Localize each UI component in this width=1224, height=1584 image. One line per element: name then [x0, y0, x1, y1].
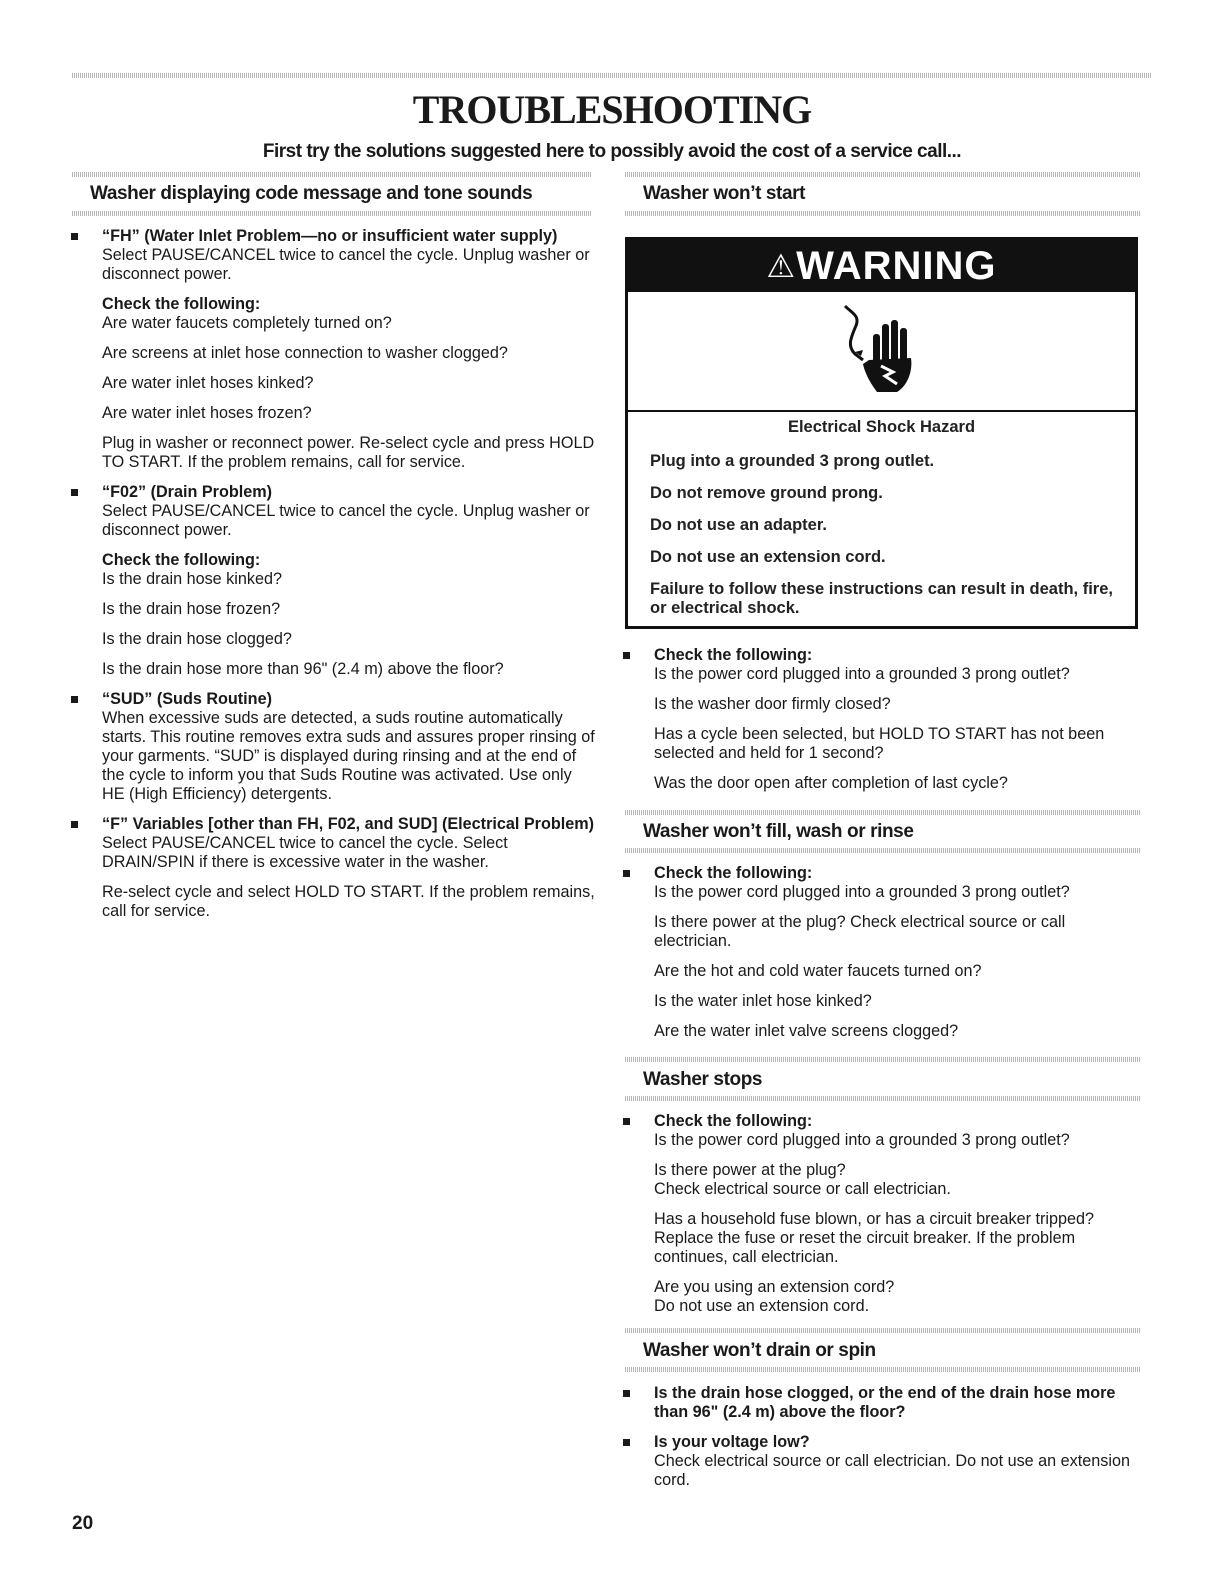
list-item-fh [70, 227, 595, 472]
left-section-heading-wrap [90, 183, 590, 205]
bullet-icon [71, 696, 78, 703]
bullet-icon [623, 652, 630, 659]
wont-fill-check-5: Are the water inlet valve screens clogged? [654, 1022, 959, 1040]
warning-box [625, 237, 1138, 629]
wont-start-check-1: Is the power cord plugged into a grounded 3 prong outlet? [654, 665, 1070, 683]
section-heading-wont-fill: Washer won’t fill, wash or rinse [643, 821, 914, 842]
fvar-title: “F” Variables [other than FH, F02, and SUD] (Electrical Problem) [102, 815, 595, 833]
f02-check-label: Check the following: [102, 551, 261, 569]
warning-text [628, 412, 1135, 618]
wont-fill-heading-wrap [643, 821, 1133, 843]
fvar-body-2: Re-select cycle and select HOLD TO START. If the problem remains, call for service. [102, 883, 595, 920]
stops-check-4a: Are you using an extension cord? [654, 1278, 895, 1296]
wont-fill-check-1: Is the power cord plugged into a grounded 3 prong outlet? [654, 883, 1070, 901]
list-item-f02 [70, 483, 595, 679]
wont-drain-heading-wrap [643, 1340, 1133, 1362]
right-rule-2-top [625, 810, 1140, 815]
stops-heading-wrap [643, 1069, 1133, 1091]
shock-hazard-area [628, 292, 1135, 412]
fh-check-3: Are water inlet hoses kinked? [102, 374, 314, 392]
list-item-f-variables [70, 815, 595, 921]
fh-check-5: Plug in washer or reconnect power. Re-select cycle and press HOLD TO START. If the problem remains, call for service. [102, 434, 595, 471]
list-item-stops [622, 1112, 1142, 1316]
right-rule-4-bottom [625, 1367, 1140, 1372]
stops-checks [622, 1112, 1142, 1327]
f02-check-3: Is the drain hose clogged? [102, 630, 292, 648]
stops-check-label: Check the following: [654, 1112, 813, 1130]
warning-label: WARNING [796, 244, 997, 288]
drain-question-2-body: Check electrical source or call electrician. Do not use an extension cord. [654, 1452, 1130, 1489]
stops-check-2a: Is there power at the plug? [654, 1161, 846, 1179]
fh-check-label: Check the following: [102, 295, 261, 313]
fh-check-1: Are water faucets completely turned on? [102, 314, 392, 332]
page-number: 20 [72, 1513, 94, 1534]
left-section-rule-top [72, 172, 592, 177]
left-section-rule-bottom [72, 211, 592, 216]
page-title: TROUBLESHOOTING [412, 87, 812, 132]
warning-line-4: Do not use an extension cord. [650, 548, 886, 566]
bullet-icon [623, 870, 630, 877]
electric-shock-hand-icon [841, 300, 921, 400]
bullet-icon [71, 821, 78, 828]
sud-title: “SUD” (Suds Routine) [102, 690, 272, 708]
fvar-body: Select PAUSE/CANCEL twice to cancel the cycle. Select DRAIN/SPIN if there is excessive water in the washer. [102, 834, 508, 871]
bullet-icon [71, 233, 78, 240]
top-rule [72, 73, 1152, 78]
stops-check-2b: Check electrical source or call electrician. [654, 1180, 951, 1198]
stops-check-2 [654, 1161, 1142, 1199]
list-item-wont-start [622, 646, 1137, 793]
warning-line-1: Plug into a grounded 3 prong outlet. [650, 452, 935, 470]
warning-banner [628, 240, 1135, 292]
wont-start-check-2: Is the washer door firmly closed? [654, 695, 891, 713]
right-rule-3-bottom [625, 1096, 1140, 1101]
wont-start-check-3: Has a cycle been selected, but HOLD TO START has not been selected and held for 1 second? [654, 725, 1105, 762]
f02-check-4: Is the drain hose more than 96" (2.4 m) above the floor? [102, 660, 504, 678]
bullet-icon [623, 1118, 630, 1125]
f02-body: Select PAUSE/CANCEL twice to cancel the cycle. Unplug washer or disconnect power. [102, 502, 590, 539]
wont-fill-checks [622, 864, 1137, 1052]
bullet-icon [623, 1390, 630, 1397]
list-item-drain-1 [622, 1384, 1137, 1422]
sud-body: When excessive suds are detected, a suds routine automatically starts. This routine removes extra suds and assures proper rinsing of your garments. “SUD” is displayed during rinsing and at the end of the cycle to inform you that Suds Routine was activated. Use only HE (High Efficiency) detergents. [102, 709, 595, 803]
right-rule-3-top [625, 1057, 1140, 1062]
bullet-icon [71, 489, 78, 496]
right-rule-2-bottom [625, 848, 1140, 853]
section-heading-wont-drain: Washer won’t drain or spin [643, 1340, 876, 1361]
wont-fill-check-2: Is there power at the plug? Check electrical source or call electrician. [654, 913, 1066, 950]
bullet-icon [623, 1439, 630, 1446]
wont-start-check-4: Was the door open after completion of last cycle? [654, 774, 1008, 792]
f02-check-2: Is the drain hose frozen? [102, 600, 281, 618]
warning-hazard-title: Electrical Shock Hazard [787, 418, 976, 436]
drain-question-1: Is the drain hose clogged, or the end of the drain hose more than 96" (2.4 m) above the floor? [654, 1384, 1116, 1421]
wont-fill-check-4: Is the water inlet hose kinked? [654, 992, 872, 1010]
f02-check-1: Is the drain hose kinked? [102, 570, 282, 588]
wont-fill-check-label: Check the following: [654, 864, 813, 882]
right-rule-1-top [625, 172, 1140, 177]
wont-start-checks [622, 646, 1137, 804]
fh-check-2: Are screens at inlet hose connection to washer clogged? [102, 344, 508, 362]
warning-triangle-icon: ⚠ [766, 248, 797, 284]
list-item-sud [70, 690, 595, 804]
stops-check-3 [654, 1210, 1142, 1267]
right-rule-1-bottom [625, 211, 1140, 216]
fh-title: “FH” (Water Inlet Problem—no or insufficient water supply) [102, 227, 558, 245]
stops-check-1: Is the power cord plugged into a grounded 3 prong outlet? [654, 1131, 1070, 1149]
section-heading-code-message: Washer displaying code message and tone sounds [90, 183, 533, 204]
section-heading-stops: Washer stops [643, 1069, 763, 1090]
right-rule-4-top [625, 1328, 1140, 1333]
f02-title: “F02” (Drain Problem) [102, 483, 273, 501]
warning-line-3: Do not use an adapter. [650, 516, 827, 534]
wont-fill-check-3: Are the hot and cold water faucets turned on? [654, 962, 982, 980]
stops-check-3a: Has a household fuse blown, or has a circuit breaker tripped? [654, 1210, 1095, 1228]
fh-check-4: Are water inlet hoses frozen? [102, 404, 312, 422]
stops-check-4 [654, 1278, 1142, 1316]
list-item-drain-2 [622, 1433, 1137, 1490]
section-heading-wont-start: Washer won’t start [643, 183, 806, 204]
page-subtitle: First try the solutions suggested here to possibly avoid the cost of a service call... [262, 141, 962, 162]
left-column [70, 227, 595, 932]
warning-line-5: Failure to follow these instructions can result in death, fire, or electrical shock. [650, 580, 1113, 617]
drain-question-2: Is your voltage low? [654, 1433, 810, 1451]
list-item-wont-fill [622, 864, 1137, 1041]
wont-start-check-label: Check the following: [654, 646, 813, 664]
wont-drain-items [622, 1384, 1137, 1501]
wont-start-heading-wrap [643, 183, 1133, 205]
stops-check-3b: Replace the fuse or reset the circuit breaker. If the problem continues, call electrician. [654, 1229, 1076, 1266]
warning-line-2: Do not remove ground prong. [650, 484, 883, 502]
fh-body: Select PAUSE/CANCEL twice to cancel the cycle. Unplug washer or disconnect power. [102, 246, 590, 283]
stops-check-4b: Do not use an extension cord. [654, 1297, 870, 1315]
